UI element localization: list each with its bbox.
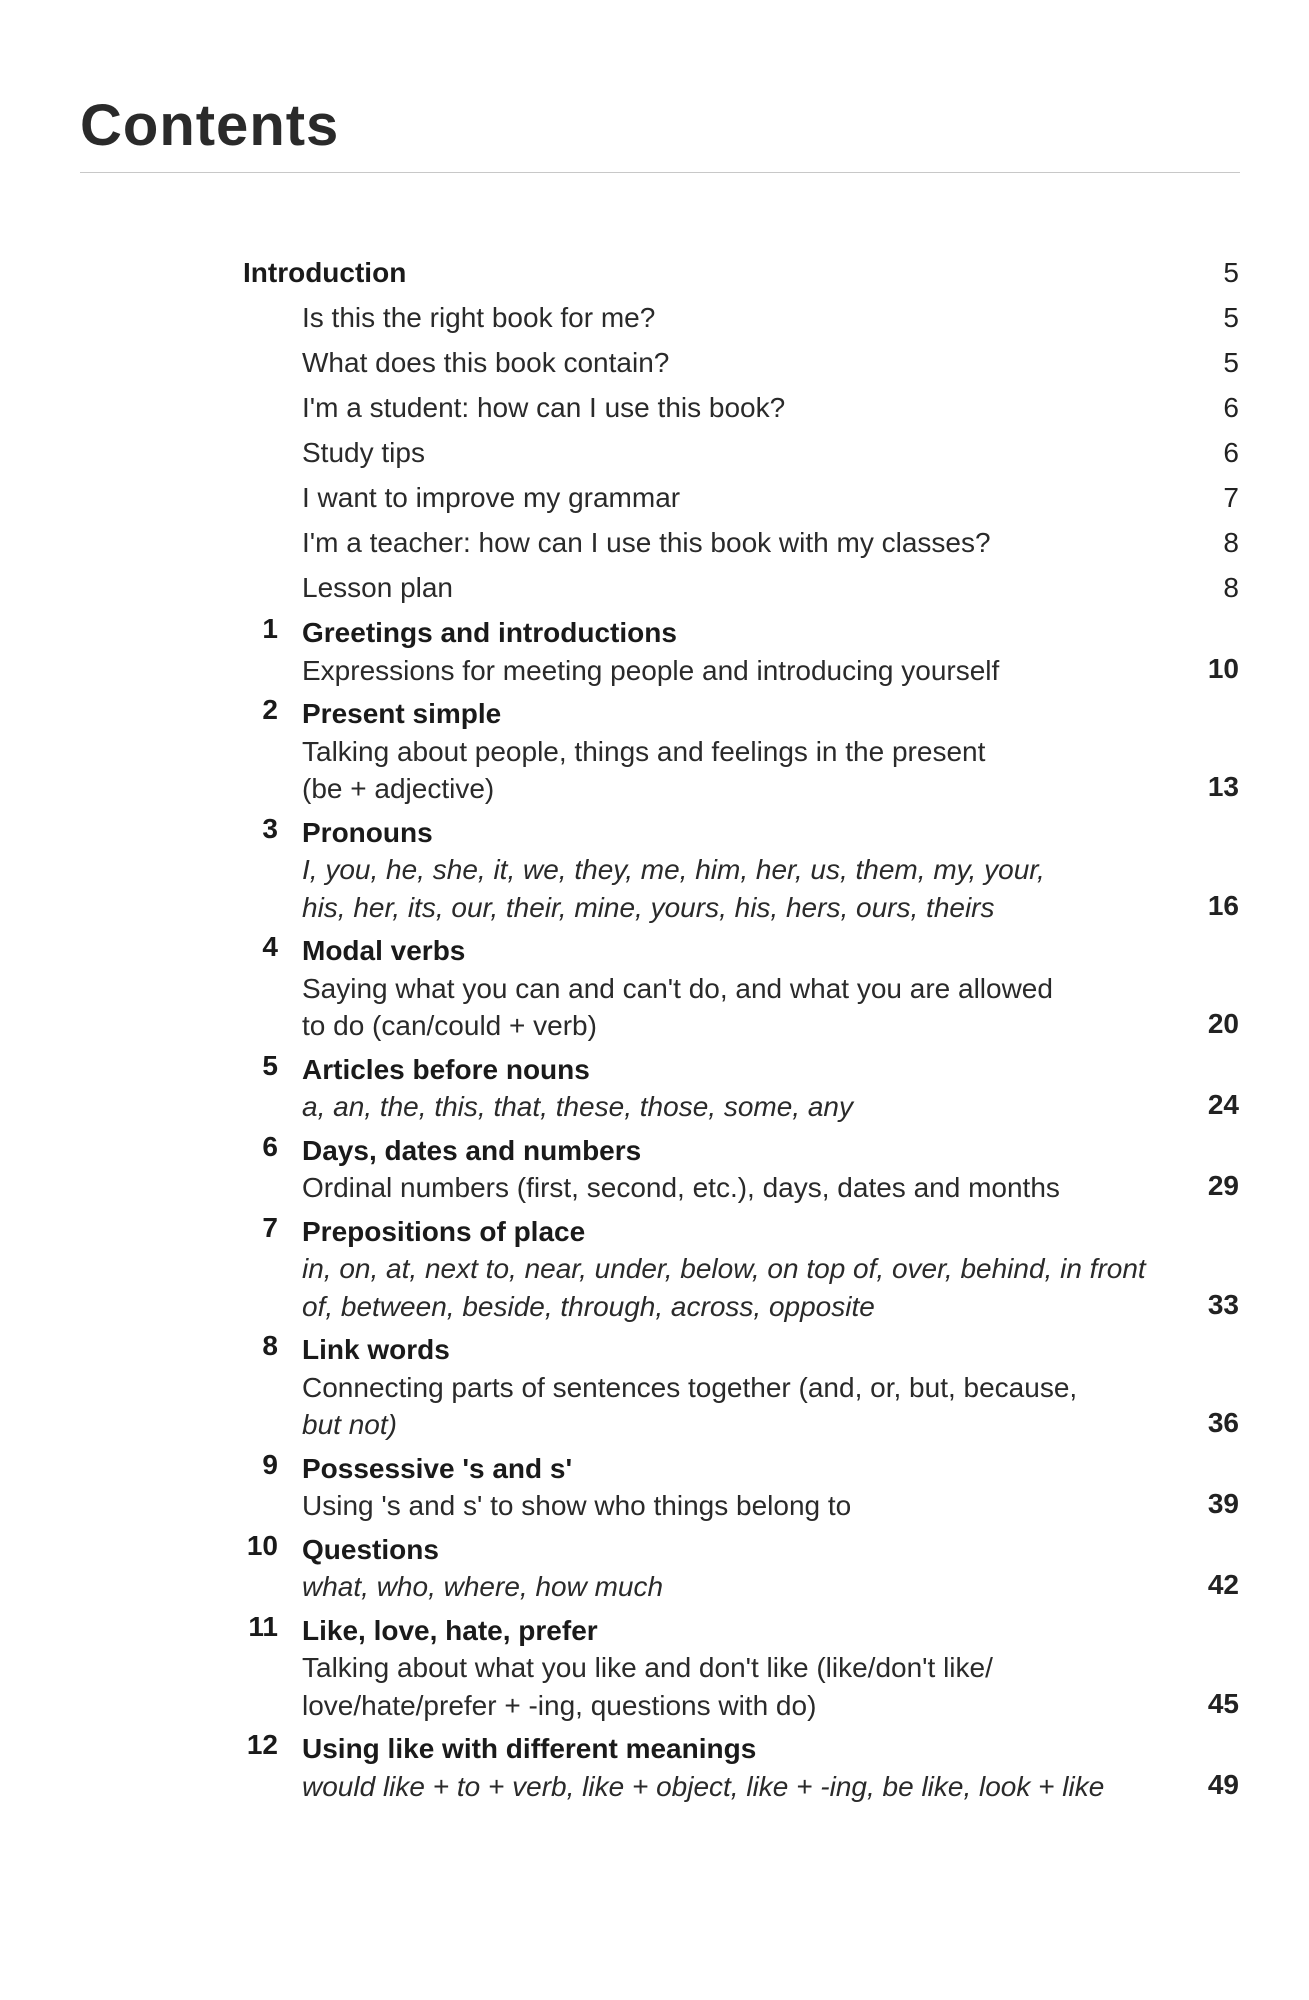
toc-intro-item[interactable] xyxy=(0,430,1309,475)
toc-page-number: 5 xyxy=(1223,302,1239,333)
toc-page-number: 7 xyxy=(1223,482,1239,513)
toc-intro-item-label: I'm a student: how can I use this book? xyxy=(302,392,786,423)
toc-page-number: 6 xyxy=(1223,437,1239,468)
chapter-title: Present simple xyxy=(302,698,502,729)
chapter-number: 9 xyxy=(262,1448,278,1480)
toc-chapter-8[interactable] xyxy=(0,1327,1309,1446)
toc-chapter-10[interactable] xyxy=(0,1527,1309,1608)
toc-chapter-12[interactable] xyxy=(0,1726,1309,1807)
chapter-description: his, her, its, our, their, mine, yours, his, hers, ours, theirs xyxy=(302,891,995,923)
chapter-description: to do (can/could + verb) xyxy=(302,1010,597,1041)
chapter-description: (be + adjective) xyxy=(302,773,495,804)
chapter-description: love/hate/prefer + -ing, questions with do) xyxy=(302,1689,817,1721)
chapter-title: Modal verbs xyxy=(302,935,466,966)
toc-intro-item[interactable] xyxy=(0,295,1309,340)
toc-page-number: 20 xyxy=(1207,1008,1239,1039)
toc-page-number: 42 xyxy=(1207,1569,1239,1600)
chapter-number: 7 xyxy=(262,1211,278,1243)
toc-intro-item-label: Lesson plan xyxy=(302,572,454,603)
toc-page-number: 8 xyxy=(1223,572,1239,603)
chapter-title: Greetings and introductions xyxy=(302,617,677,648)
page-title: Contents xyxy=(80,93,340,158)
toc-page-number: 5 xyxy=(1223,257,1239,288)
chapter-description: but not) xyxy=(302,1409,397,1440)
chapter-title: Like, love, hate, prefer xyxy=(302,1614,598,1646)
chapter-description: Using 's and s' to show who things belong to xyxy=(302,1490,852,1521)
toc-intro-item-label: Is this the right book for me? xyxy=(302,302,656,333)
chapter-title: Questions xyxy=(302,1533,439,1565)
toc-chapter-6[interactable] xyxy=(0,1128,1309,1209)
chapter-number: 12 xyxy=(246,1729,278,1760)
chapter-description: a, an, the, this, that, these, those, some, any xyxy=(302,1091,853,1122)
toc-page-number: 5 xyxy=(1223,347,1239,378)
chapter-title: Possessive 's and s' xyxy=(302,1452,573,1484)
chapter-number: 4 xyxy=(262,931,278,962)
chapter-description: I, you, he, she, it, we, they, me, him, her, us, them, my, your, xyxy=(302,854,1045,885)
toc-intro-item[interactable] xyxy=(0,565,1309,610)
chapter-description: of, between, beside, through, across, opposite xyxy=(302,1290,875,1322)
toc-page-number: 16 xyxy=(1207,889,1239,921)
toc-intro-item-label: I'm a teacher: how can I use this book with my classes? xyxy=(302,527,991,558)
chapter-number: 3 xyxy=(262,812,278,844)
toc-page-number: 49 xyxy=(1207,1768,1239,1800)
toc-page-number: 13 xyxy=(1207,771,1239,802)
toc-chapter-11[interactable] xyxy=(0,1608,1309,1727)
chapter-description: would like + to + verb, like + object, like + -ing, be like, look + like xyxy=(302,1770,1105,1802)
toc-page-number: 24 xyxy=(1207,1089,1239,1120)
toc-chapter-5[interactable] xyxy=(0,1047,1309,1128)
toc-chapter-3[interactable] xyxy=(0,810,1309,929)
toc-page-number: 29 xyxy=(1207,1170,1239,1201)
toc-page-number: 39 xyxy=(1207,1488,1239,1519)
toc-intro-item[interactable] xyxy=(0,385,1309,430)
title-divider xyxy=(80,172,1240,173)
chapter-description: Talking about people, things and feelings in the present xyxy=(302,735,986,767)
toc-chapter-9[interactable] xyxy=(0,1446,1309,1527)
toc-intro-heading[interactable] xyxy=(0,250,1309,295)
toc-intro-label: Introduction xyxy=(243,257,407,288)
table-of-contents xyxy=(0,250,1309,1807)
chapter-description: Ordinal numbers (first, second, etc.), days, dates and months xyxy=(302,1172,1060,1203)
toc-page-number: 8 xyxy=(1223,527,1239,558)
toc-chapter-7[interactable] xyxy=(0,1209,1309,1328)
chapter-number: 2 xyxy=(262,694,278,725)
toc-intro-item[interactable] xyxy=(0,340,1309,385)
chapter-number: 11 xyxy=(248,1610,278,1642)
toc-intro-item-label: What does this book contain? xyxy=(302,347,670,378)
chapter-number: 1 xyxy=(262,613,278,644)
toc-page-number: 10 xyxy=(1207,652,1239,684)
chapter-description: Expressions for meeting people and introducing yourself xyxy=(302,654,1000,686)
chapter-title: Prepositions of place xyxy=(302,1215,586,1247)
chapter-description: what, who, where, how much xyxy=(302,1571,664,1602)
chapter-number: 5 xyxy=(262,1049,278,1081)
toc-page-number: 33 xyxy=(1207,1288,1239,1320)
chapter-number: 10 xyxy=(246,1529,278,1561)
chapter-title: Articles before nouns xyxy=(302,1053,590,1085)
toc-intro-item[interactable] xyxy=(0,520,1309,565)
chapter-title: Using like with different meanings xyxy=(302,1733,757,1764)
chapter-number: 6 xyxy=(262,1130,278,1162)
chapter-description: Talking about what you like and don't like (like/don't like/ xyxy=(302,1652,993,1683)
toc-intro-item-label: I want to improve my grammar xyxy=(302,482,681,513)
chapter-title: Days, dates and numbers xyxy=(302,1134,642,1166)
toc-intro-item[interactable] xyxy=(0,475,1309,520)
toc-page-number: 6 xyxy=(1223,392,1239,423)
chapter-description: Saying what you can and can't do, and what you are allowed xyxy=(302,972,1053,1004)
toc-chapter-2[interactable] xyxy=(0,691,1309,810)
chapter-description: in, on, at, next to, near, under, below, on top of, over, behind, in front xyxy=(302,1253,1146,1284)
toc-intro-item-label: Study tips xyxy=(302,437,425,468)
toc-page-number: 36 xyxy=(1207,1407,1239,1438)
chapter-number: 8 xyxy=(262,1330,278,1361)
toc-chapter-4[interactable] xyxy=(0,928,1309,1047)
chapter-title: Link words xyxy=(302,1334,450,1365)
chapter-title: Pronouns xyxy=(302,816,433,848)
toc-page-number: 45 xyxy=(1207,1687,1239,1719)
chapter-description: Connecting parts of sentences together (and, or, but, because, xyxy=(302,1371,1078,1403)
toc-chapter-1[interactable] xyxy=(0,610,1309,691)
